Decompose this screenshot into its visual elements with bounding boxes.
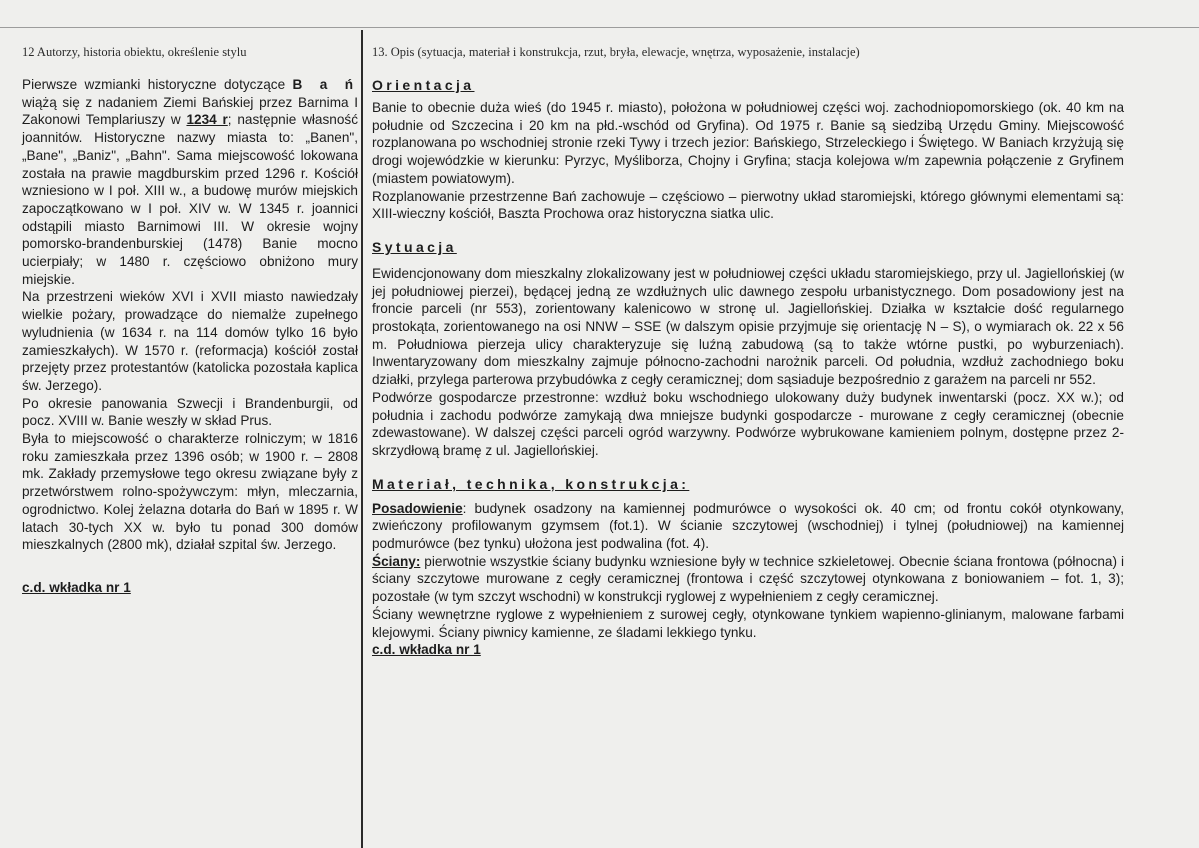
history-column — [22, 44, 358, 595]
sytuacja-paragraph-2: Podwórze gospodarcze przestronne: wzdłuż boku wschodniego ulokowany duży budynek inwentarski (pocz. XX w.); od południa i zachodu podwórze zamykają dwa mniejsze budynki gospodarcze - murowane z cegły ceramicznej (obecnie zdewastowane). W dalszej części parceli ogród warzywny. Podwórze wybrukowane kamieniem polnym, dostępne przez 2-skrzydłową bramę z ul. Jagiellońskiej. — [372, 389, 1124, 458]
sciany-paragraph — [372, 553, 1124, 606]
history-paragraph-3: Po okresie panowania Szwecji i Brandenburgii, od pocz. XVIII w. Banie weszły w skład Prus. — [22, 395, 358, 429]
section-title-orientacja: Orientacja — [372, 77, 475, 93]
founding-year: 1234 r — [186, 112, 228, 128]
column-divider — [361, 30, 363, 848]
posadowienie-text: : budynek osadzony na kamiennej podmurówce o wysokości ok. 40 cm; od frontu cokół otynkowany, zwieńczony profilowanym gzymsem (fot.1). W ścianie szczytowej (wschodniej) i tylnej (południowej) na kamiennej podmurówce (bez tynku) ułożona jest podwalina (fot. 4). — [372, 500, 1124, 552]
town-name: B a ń — [292, 77, 358, 92]
history-column-header: 12 Autorzy, historia obiektu, określenie stylu — [22, 45, 247, 59]
history-continued-note: c.d. wkładka nr 1 — [22, 579, 131, 595]
history-paragraph-1 — [22, 76, 358, 288]
posadowienie-term: Posadowienie — [372, 500, 463, 516]
sciany-text: pierwotnie wszystkie ściany budynku wzniesione były w technice szkieletowej. Obecnie ściana frontowa (północna) i ściany szczytowe murowane z cegły ceramicznej (frontowa i część szczytowej otynkowana z boniowaniem – fot. 1, 3); pozostałe (w tym szczyt wschodni) w konstrukcji ryglowej z wypełnieniem z cegły ceramicznej. — [372, 553, 1124, 605]
orientacja-paragraph-1: Banie to obecnie duża wieś (do 1945 r. miasto), położona w południowej części woj. zachodniopomorskiego (ok. 40 km na południe od Szczecina i 20 km na płd.-wschód od Gryfina). Od 1975 r. Banie są siedzibą Urzędu Gminy. Miejscowość rozplanowana po wschodniej stronie rzeki Tywy i trzech jezior: Bańskiego, Strzeleckiego i Świętego. W Baniach krzyżują się drogi wojewódzkie w kierunku: Pyrzyc, Myśliborza, Chojny i Gryfina; stacja kolejowa w/m zapewnia połączenie z Gryfinem (miastem powiatowym). — [372, 100, 1124, 186]
history-text: wiążą się z nadaniem Ziemi Bańskiej przez Barnima I Zakonowi Templariuszy w — [22, 94, 358, 128]
description-continued-note: c.d. wkładka nr 1 — [372, 642, 481, 658]
history-text: ; następnie własność joannitów. Historyczne nazwy miasta to: „Banen", „Bane", „Baniz", „Bahn". Sama miejscowość lokowana została na prawie magdburskim przed 1296 r. Kościół wzniesiono w I poł. XIII w., a budowę murów miejskich zapoczątkowano w I poł. XIV w. W 1345 r. joannici odstąpili miasto Barnimowi III. W okresie wojny pomorsko-brandenburskiej (1478) Banie mocno ucierpiały; w 1480 r. częściowo obniżono mury miejskie. — [22, 112, 359, 287]
history-paragraph-2: Na przestrzeni wieków XVI i XVII miasto nawiedzały wielkie pożary, prowadzące do niemalże zupełnego wyludnienia (w 1634 r. na 114 domów tylko 16 było zamieszkałych). W 1570 r. (reformacja) kościół został przejęty przez protestantów (katolicka pozostała kaplica św. Jerzego). — [22, 289, 358, 393]
sytuacja-paragraph-1: Ewidencjonowany dom mieszkalny zlokalizowany jest w południowej części układu staromiejskiego, przy ul. Jagiellońskiej (w jej południowej pierzei), będącej jedną ze wzdłużnych ulic dawnego zespołu urbanistycznego. Dom posadowiony jest na froncie parceli (nr 553), zorientowany kalenicowo w stronę ul. Jagiellońskiej. Działka w kształcie dość regularnego prostokąta, zorientowanego na osi NNW – SSE (w dalszym opisie przyjmuje się orientację N – S), o wymiarach ok. 22 x 56 m. Południowa pierzeja ulicy charakteryzuje się luźną zabudową (są to także wtórne pustki, po wyburzeniach). Inwentaryzowany dom mieszkalny zajmuje północno-zachodni narożnik parceli. Od południa, wzdłuż zachodniego boku działki, przylega parterowa przybudówka z cegły ceramicznej; dom sąsiaduje bezpośrednio z garażem na parceli nr 552. — [372, 265, 1124, 388]
description-column — [372, 44, 1124, 658]
history-text: Pierwsze wzmianki historyczne dotyczące — [22, 77, 286, 92]
posadowienie-paragraph — [372, 500, 1124, 553]
section-title-material: Materiał, technika, konstrukcja: — [372, 475, 690, 492]
section-title-sytuacja: Sytuacja — [372, 238, 457, 255]
history-paragraph-4: Była to miejscowość o charakterze rolniczym; w 1816 roku zamieszkała przez 1396 osób; w 1900 r. – 2808 mk. Zakłady przemysłowe tego okresu związane były z przetwórstwem rolno-spożywczym: młyn, mleczarnia, ogrodnictwo. Kolej żelazna dotarła do Bań w 1895 r. W latach 30-tych XX w. było tu ponad 300 domów mieszkalnych (2800 mk), działał szpital św. Jerzego. — [22, 431, 358, 553]
description-column-header: 13. Opis (sytuacja, materiał i konstrukcja, rzut, bryła, elewacje, wnętrza, wyposażenie, instalacje) — [372, 45, 860, 59]
top-rule — [0, 27, 1199, 28]
orientacja-paragraph-2: Rozplanowanie przestrzenne Bań zachowuje – częściowo – pierwotny układ staromiejski, którego głównymi elementami są: XIII-wieczny kościół, Baszta Prochowa oraz historyczna siatka ulic. — [372, 188, 1124, 222]
sciany-wewnetrzne-paragraph: Ściany wewnętrzne ryglowe z wypełnieniem z surowej cegły, otynkowane tynkiem wapienno-glinianym, malowane farbami klejowymi. Ściany piwnicy kamienne, ze śladami lekkiego tynku. — [372, 606, 1124, 640]
sciany-term: Ściany: — [372, 553, 421, 569]
